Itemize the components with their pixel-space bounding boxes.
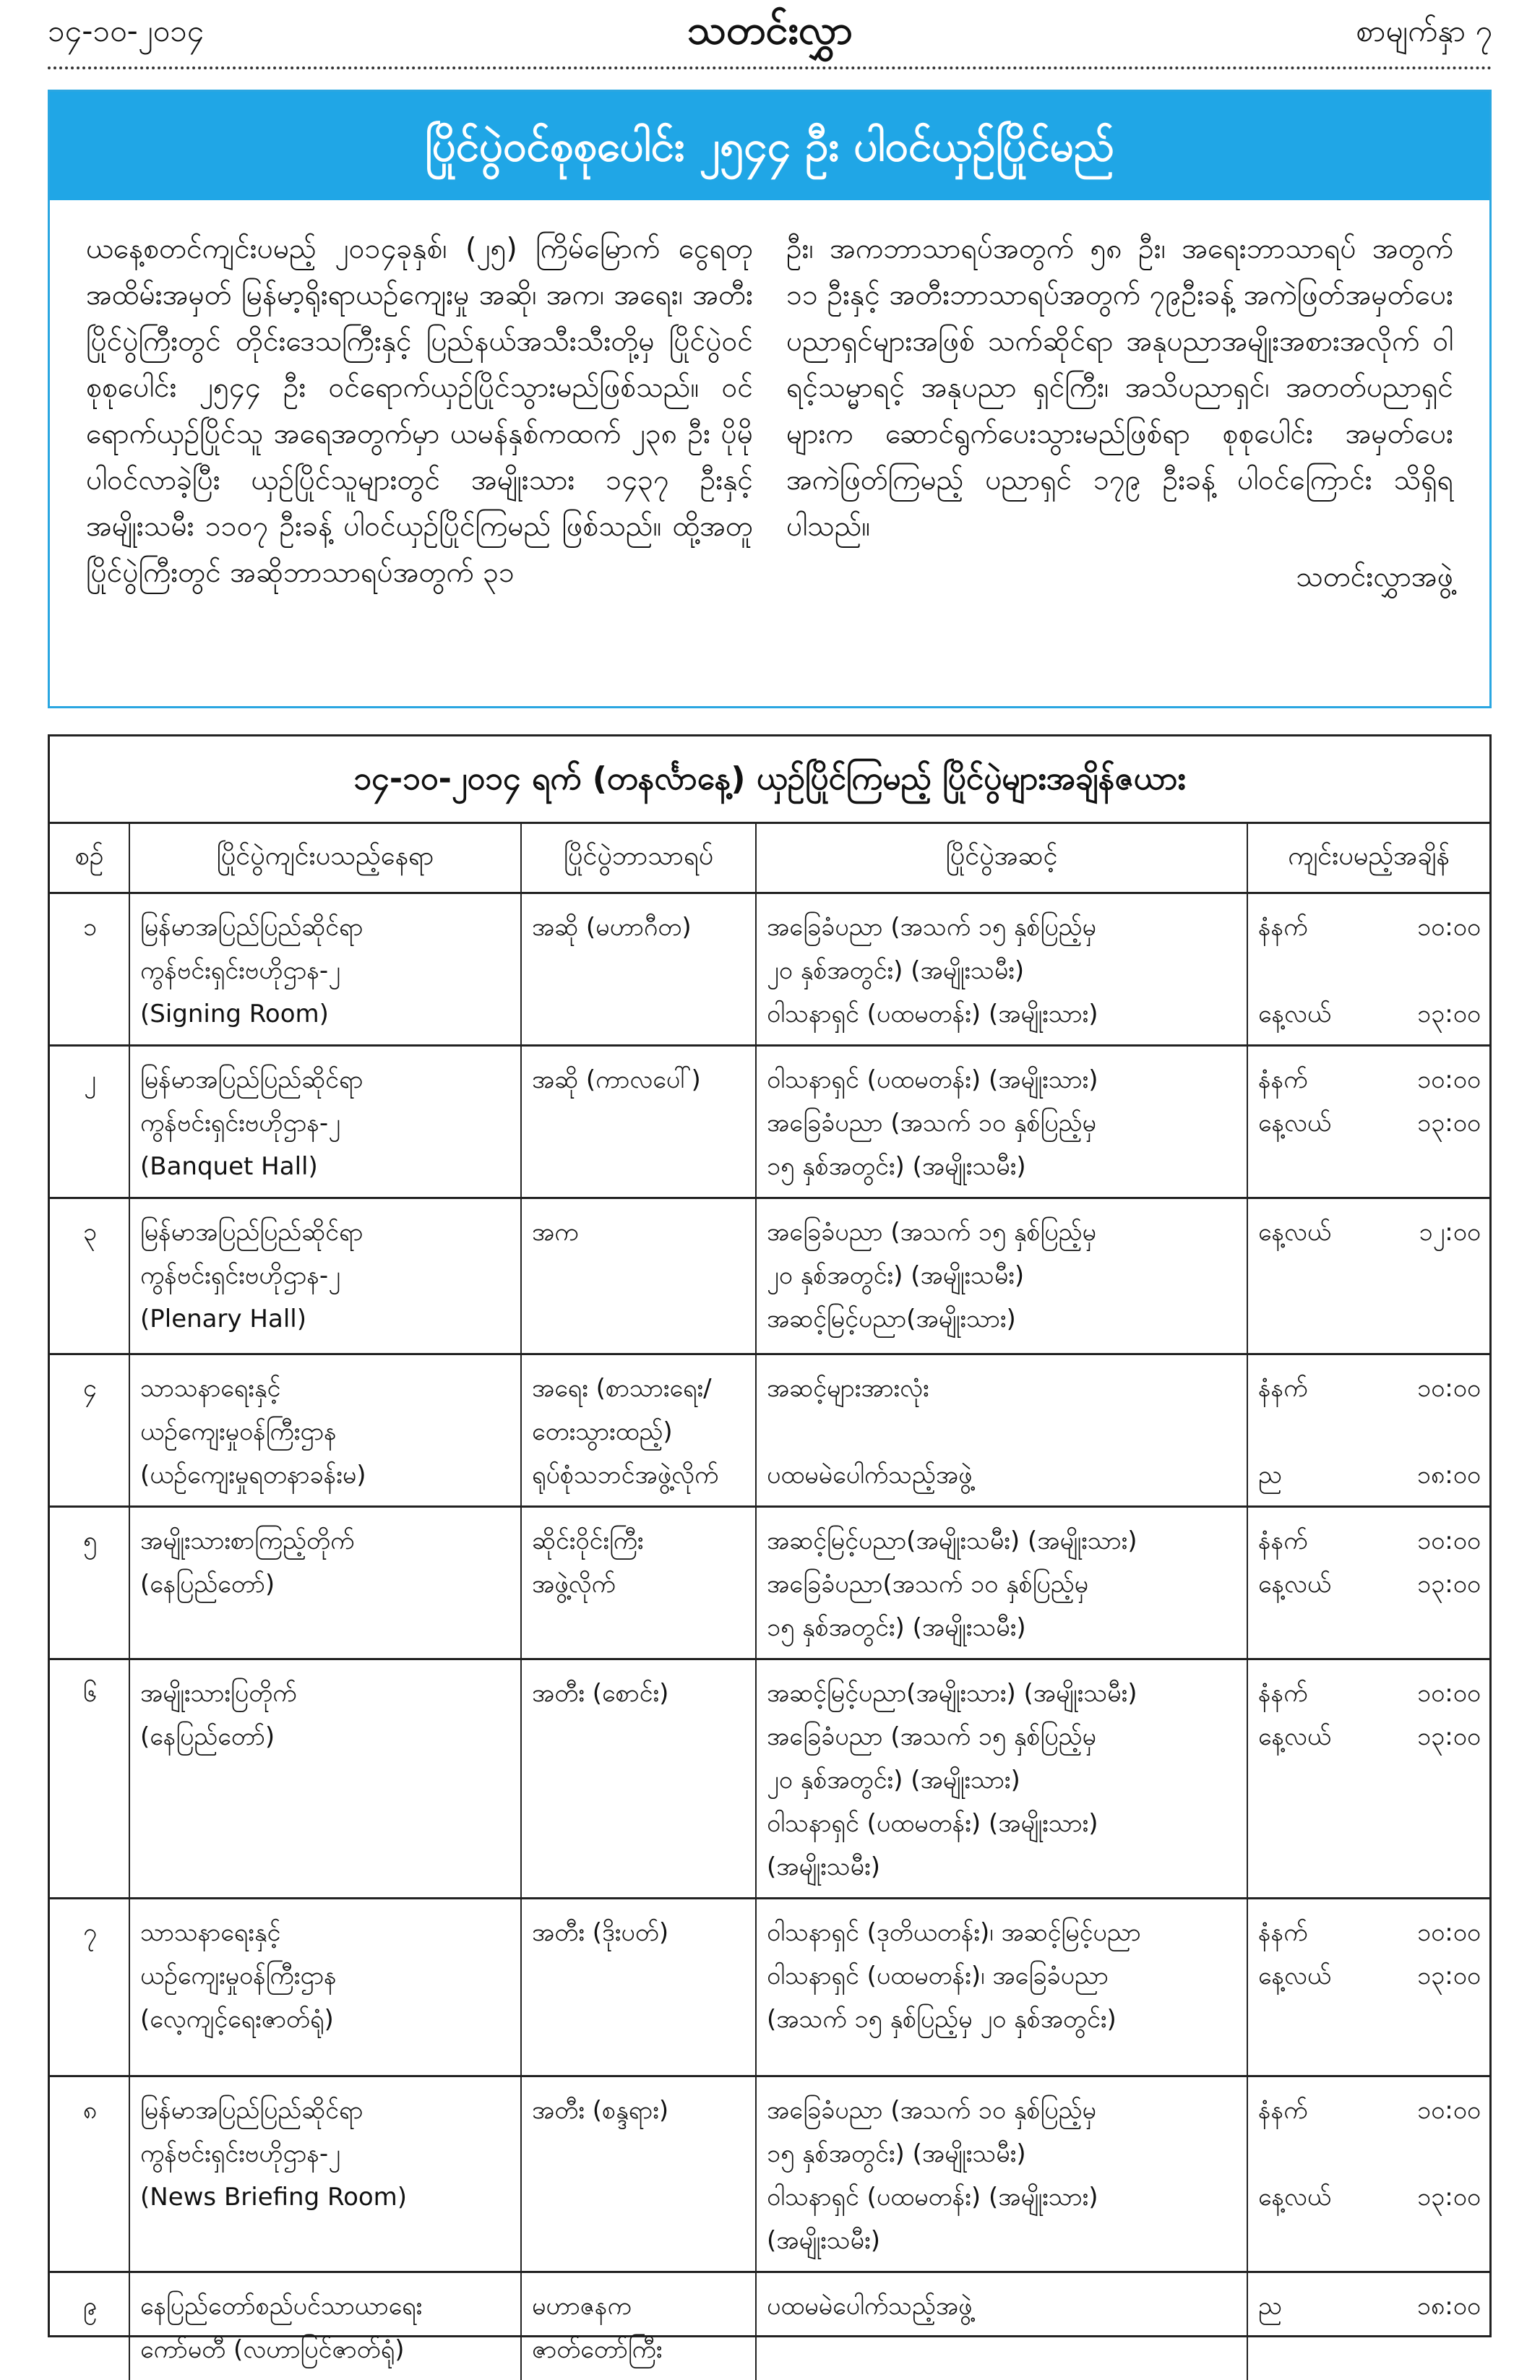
time-of-day: နေ့လယ် xyxy=(1258,1101,1331,1145)
schedule-table xyxy=(50,824,1489,2380)
time-of-day: နံနက် xyxy=(1258,1672,1307,1715)
row-number: ၆ xyxy=(50,1659,129,1899)
time-entry xyxy=(1258,2175,1481,2219)
level-line: ၁၅ နှစ်အတွင်း) (အမျိုးသမီး) xyxy=(767,1145,1238,1188)
table-header-row xyxy=(50,824,1489,893)
level-line: အဆင့်များအားလုံး xyxy=(767,1367,1238,1410)
subject-cell xyxy=(521,1659,756,1899)
col-header-time: ကျင်းပမည့်အချိန် xyxy=(1247,824,1489,893)
table-row xyxy=(50,1046,1489,1198)
venue-cell xyxy=(129,1659,521,1899)
level-line: ဝါသနာရှင် (ပထမတန်း) (အမျိုးသား) xyxy=(767,1802,1238,1845)
time-of-day: နံနက် xyxy=(1258,1367,1307,1410)
subject-line: ဇာတ်တော်ကြီး xyxy=(532,2328,747,2371)
subject-cell xyxy=(521,1899,756,2076)
start-time: ၁၈:၀၀ xyxy=(1417,1453,1481,1497)
row-number: ၂ xyxy=(50,1046,129,1198)
time-cell xyxy=(1247,2272,1489,2380)
venue-line: အမျိုးသားစာကြည့်တိုက် xyxy=(140,1519,512,1563)
row-number: ၈ xyxy=(50,2076,129,2272)
venue-cell xyxy=(129,1046,521,1198)
venue-line: (လေ့ကျင့်ရေးဇာတ်ရုံ) xyxy=(140,1998,512,2041)
level-line: အခြေခံပညာ (အသက် ၁၅ နှစ်ပြည့်မှ xyxy=(767,906,1238,949)
time-of-day: နေ့လယ် xyxy=(1258,2175,1331,2219)
subject-line: ရုပ်စုံသဘင်အဖွဲ့လိုက် xyxy=(532,1453,747,1497)
venue-line: (Banquet Hall) xyxy=(140,1145,512,1188)
level-line: ဝါသနာရှင် (ဒုတိယတန်း)၊ အဆင့်မြင့်ပညာ xyxy=(767,1911,1238,1954)
level-line: (အသက် ၁၅ နှစ်ပြည့်မှ ၂၀ နှစ်အတွင်း) xyxy=(767,1998,1238,2041)
time-of-day: နံနက် xyxy=(1258,1058,1307,1101)
subject-line: အက xyxy=(532,1211,747,1254)
time-of-day: နေ့လယ် xyxy=(1258,992,1331,1036)
level-line: ဝါသနာရှင် (ပထမတန်း)၊ အခြေခံပညာ xyxy=(767,1954,1238,1998)
time-of-day: နံနက် xyxy=(1258,2089,1307,2132)
subject-cell xyxy=(521,893,756,1046)
subject-cell xyxy=(521,1198,756,1354)
start-time: ၁၃:၀၀ xyxy=(1417,1954,1481,1998)
time-entry xyxy=(1258,992,1481,1036)
schedule-title: ၁၄-၁၀-၂၀၁၄ ရက် (တနင်္လာနေ့) ယှဉ်ပြိုင်ကြမည့် ပြိုင်ပွဲများအချိန်ဇယား xyxy=(50,736,1489,824)
level-cell xyxy=(756,1046,1247,1198)
schedule-rows xyxy=(50,893,1489,2380)
time-entry xyxy=(1258,1453,1481,1497)
venue-line: (News Briefing Room) xyxy=(140,2175,512,2219)
schedule-box xyxy=(48,734,1492,2337)
time-cell xyxy=(1247,1198,1489,1354)
article-column-2 xyxy=(786,226,1453,677)
venue-cell xyxy=(129,2076,521,2272)
level-line: အခြေခံပညာ(အသက် ၁၀ နှစ်ပြည့်မှ xyxy=(767,1563,1238,1606)
venue-line: (ယဉ်ကျေးမှုရတနာခန်းမ) xyxy=(140,1453,512,1497)
subject-line: အဖွဲ့လိုက် xyxy=(532,1563,747,1606)
start-time: ၁၀:၀၀ xyxy=(1417,2089,1481,2132)
time-entry xyxy=(1258,1715,1481,1758)
time-entry xyxy=(1258,1058,1481,1101)
venue-line: (နေပြည်တော်) xyxy=(140,1563,512,1606)
venue-cell xyxy=(129,893,521,1046)
time-entry xyxy=(1258,1367,1481,1410)
level-line: ၂၀ နှစ်အတွင်း) (အမျိုးသမီး) xyxy=(767,949,1238,992)
venue-line: ယဉ်ကျေးမှုဝန်ကြီးဌာန xyxy=(140,1410,512,1453)
venue-cell xyxy=(129,1507,521,1659)
subject-line: အရေး (စာသားရေး/ xyxy=(532,1367,747,1410)
time-cell xyxy=(1247,1659,1489,1899)
subject-cell xyxy=(521,2076,756,2272)
level-line: အခြေခံပညာ (အသက် ၁၅ နှစ်ပြည့်မှ xyxy=(767,1211,1238,1254)
article-text: ဦး၊ အကဘာသာရပ်အတွက် ၅၈ ဦး၊ အရေးဘာသာရပ် အတွက် ၁၁ ဦးနှင့် အတီးဘာသာရပ်အတွက် ၇၉ဦးခန့် အကဲဖြတ်အမှတ်ပေး ပညာရှင်များအဖြစ် သက်ဆိုင်ရာ အနုပညာအမျိုးအစားအလိုက် ဝါရင့်သမ္မာရင့် အနုပညာ ရှင်ကြီး၊ အသိပညာရှင်၊ အတတ်ပညာရှင်များက ဆောင်ရွက်ပေးသွားမည်ဖြစ်ရာ စုစုပေါင်း အမှတ်ပေး အကဲဖြတ်ကြမည့် ပညာရှင် ၁၇၉ ဦးခန့် ပါဝင်ကြောင်း သိရှိရပါသည်။ xyxy=(786,226,1453,550)
time-entry xyxy=(1258,2285,1481,2328)
col-header-venue: ပြိုင်ပွဲကျင်းပသည့်နေရာ xyxy=(129,824,521,893)
venue-cell xyxy=(129,1899,521,2076)
venue-cell xyxy=(129,1198,521,1354)
start-time: ၁၂:၀၀ xyxy=(1419,1211,1481,1254)
table-row xyxy=(50,1899,1489,2076)
row-number: ၅ xyxy=(50,1507,129,1659)
time-entry xyxy=(1258,1211,1481,1254)
level-line: ၂၀ နှစ်အတွင်း) (အမျိုးသမီး) xyxy=(767,1254,1238,1297)
article-body xyxy=(86,226,1453,677)
level-cell xyxy=(756,2272,1247,2380)
level-cell xyxy=(756,1899,1247,2076)
start-time: ၁၀:၀၀ xyxy=(1417,1367,1481,1410)
subject-cell xyxy=(521,2272,756,2380)
level-line: အခြေခံပညာ (အသက် ၁၀ နှစ်ပြည့်မှ xyxy=(767,1101,1238,1145)
time-spacer xyxy=(1258,949,1481,992)
time-of-day: နေ့လယ် xyxy=(1258,1954,1331,1998)
time-entry xyxy=(1258,2089,1481,2132)
table-row xyxy=(50,1507,1489,1659)
time-entry xyxy=(1258,1954,1481,1998)
level-line: (အမျိုးသမီး) xyxy=(767,1845,1238,1889)
venue-cell xyxy=(129,2272,521,2380)
start-time: ၁၃:၀၀ xyxy=(1417,992,1481,1036)
level-cell xyxy=(756,1354,1247,1507)
time-spacer xyxy=(1258,2132,1481,2175)
venue-line: သာသနာရေးနှင့် xyxy=(140,1911,512,1954)
start-time: ၁၈:၀၀ xyxy=(1417,2285,1481,2328)
start-time: ၁၃:၀၀ xyxy=(1417,1715,1481,1758)
table-row xyxy=(50,1354,1489,1507)
venue-line: ယဉ်ကျေးမှုဝန်ကြီးဌာန xyxy=(140,1954,512,1998)
start-time: ၁၀:၀၀ xyxy=(1417,1911,1481,1954)
time-of-day: နေ့လယ် xyxy=(1258,1563,1331,1606)
level-line: ဝါသနာရှင် (ပထမတန်း) (အမျိုးသား) xyxy=(767,2175,1238,2219)
time-spacer xyxy=(1258,1410,1481,1453)
time-of-day: နေ့လယ် xyxy=(1258,1715,1331,1758)
start-time: ၁၃:၀၀ xyxy=(1417,1563,1481,1606)
subject-line: ဆိုင်းဝိုင်းကြီး xyxy=(532,1519,747,1563)
row-number: ၄ xyxy=(50,1354,129,1507)
level-line: အခြေခံပညာ (အသက် ၁၀ နှစ်ပြည့်မှ xyxy=(767,2089,1238,2132)
subject-cell xyxy=(521,1507,756,1659)
subject-cell xyxy=(521,1046,756,1198)
venue-line: ကွန်ဗင်းရှင်းဗဟိုဌာန-၂ xyxy=(140,2132,512,2175)
issue-date: ၁၄-၁၀-၂၀၁၄ xyxy=(48,12,204,56)
time-of-day: နေ့လယ် xyxy=(1258,1211,1331,1254)
venue-line: (နေပြည်တော်) xyxy=(140,1715,512,1758)
level-line: ဝါသနာရှင် (ပထမတန်း) (အမျိုးသား) xyxy=(767,1058,1238,1101)
time-of-day: ည xyxy=(1258,1453,1282,1497)
venue-line: မြန်မာအပြည်ပြည်ဆိုင်ရာ xyxy=(140,2089,512,2132)
venue-line: သာသနာရေးနှင့် xyxy=(140,1367,512,1410)
venue-line: ကော်မတီ (လဟာပြင်ဇာတ်ရုံ) xyxy=(140,2328,512,2371)
time-entry xyxy=(1258,1519,1481,1563)
col-header-subject: ပြိုင်ပွဲဘာသာရပ် xyxy=(521,824,756,893)
subject-line: အဆို (မဟာဂီတ) xyxy=(532,906,747,949)
time-of-day: နံနက် xyxy=(1258,1911,1307,1954)
level-line: (အမျိုးသမီး) xyxy=(767,2219,1238,2262)
time-entry xyxy=(1258,1911,1481,1954)
news-article xyxy=(48,90,1492,708)
venue-line: နေပြည်တော်စည်ပင်သာယာရေး xyxy=(140,2285,512,2328)
level-line: ၂၀ နှစ်အတွင်း) (အမျိုးသား) xyxy=(767,1758,1238,1802)
time-entry xyxy=(1258,1563,1481,1606)
level-line: အဆင့်မြင့်ပညာ(အမျိုးသား) (အမျိုးသမီး) xyxy=(767,1672,1238,1715)
header-divider xyxy=(48,66,1492,69)
row-number: ၇ xyxy=(50,1899,129,2076)
time-of-day: နံနက် xyxy=(1258,906,1307,949)
venue-line: (Signing Room) xyxy=(140,992,512,1036)
start-time: ၁၀:၀၀ xyxy=(1417,1672,1481,1715)
venue-line: မြန်မာအပြည်ပြည်ဆိုင်ရာ xyxy=(140,906,512,949)
level-line: အဆင့်မြင့်ပညာ(အမျိုးသမီး) (အမျိုးသား) xyxy=(767,1519,1238,1563)
venue-cell xyxy=(129,1354,521,1507)
row-number: ၁ xyxy=(50,893,129,1046)
table-row xyxy=(50,2272,1489,2380)
time-cell xyxy=(1247,1354,1489,1507)
table-row xyxy=(50,1659,1489,1899)
level-line: အဆင့်မြင့်ပညာ(အမျိုးသား) xyxy=(767,1297,1238,1341)
start-time: ၁၃:၀၀ xyxy=(1417,2175,1481,2219)
start-time: ၁၀:၀၀ xyxy=(1417,1058,1481,1101)
time-cell xyxy=(1247,1046,1489,1198)
row-number: ၉ xyxy=(50,2272,129,2380)
start-time: ၁၀:၀၀ xyxy=(1417,906,1481,949)
table-row xyxy=(50,1198,1489,1354)
subject-line: အဆို (ကာလပေါ်) xyxy=(532,1058,747,1101)
time-cell xyxy=(1247,1507,1489,1659)
masthead: သတင်းလွှာ xyxy=(0,4,1540,64)
start-time: ၁၃:၀၀ xyxy=(1417,1101,1481,1145)
page-number: စာမျက်နှာ ၇ xyxy=(1356,12,1492,56)
subject-line: အတီး (စန္ဒရား) xyxy=(532,2089,747,2132)
venue-line: ကွန်ဗင်းရှင်းဗဟိုဌာန-၂ xyxy=(140,1254,512,1297)
level-cell xyxy=(756,1198,1247,1354)
col-header-level: ပြိုင်ပွဲအဆင့် xyxy=(756,824,1247,893)
time-entry xyxy=(1258,906,1481,949)
level-cell xyxy=(756,1507,1247,1659)
col-header-no: စဉ် xyxy=(50,824,129,893)
row-number: ၃ xyxy=(50,1198,129,1354)
venue-line: (Plenary Hall) xyxy=(140,1297,512,1341)
subject-cell xyxy=(521,1354,756,1507)
level-cell xyxy=(756,1659,1247,1899)
level-line: အခြေခံပညာ (အသက် ၁၅ နှစ်ပြည့်မှ xyxy=(767,1715,1238,1758)
level-line: ၁၅ နှစ်အတွင်း) (အမျိုးသမီး) xyxy=(767,2132,1238,2175)
subject-line: အတီး (ဒိုးပတ်) xyxy=(532,1911,747,1954)
article-byline: သတင်းလွှာအဖွဲ့ xyxy=(786,554,1453,601)
level-cell xyxy=(756,893,1247,1046)
level-cell xyxy=(756,2076,1247,2272)
venue-line: ကွန်ဗင်းရှင်းဗဟိုဌာန-၂ xyxy=(140,949,512,992)
subject-line: အတီး (စောင်း) xyxy=(532,1672,747,1715)
time-entry xyxy=(1258,1101,1481,1145)
time-of-day: နံနက် xyxy=(1258,1519,1307,1563)
level-line xyxy=(767,1410,1238,1453)
time-of-day: ည xyxy=(1258,2285,1282,2328)
level-line: ပထမမဲပေါက်သည့်အဖွဲ့ xyxy=(767,2285,1238,2328)
level-line: ၁၅ နှစ်အတွင်း) (အမျိုးသမီး) xyxy=(767,1606,1238,1649)
start-time: ၁၀:၀၀ xyxy=(1417,1519,1481,1563)
article-headline: ပြိုင်ပွဲဝင်စုစုပေါင်း ၂၅၄၄ ဦး ပါဝင်ယှဉ်ပြိုင်မည် xyxy=(50,92,1489,200)
article-text: ယနေ့စတင်ကျင်းပမည့် ၂၀၁၄ခုနှစ်၊ (၂၅) ကြိမ်မြောက် ငွေရတုအထိမ်းအမှတ် မြန်မာ့ရိုးရာယဉ်ကျေးမှု အဆို၊ အက၊ အရေး၊ အတီးပြိုင်ပွဲကြီးတွင် တိုင်းဒေသကြီးနှင့် ပြည်နယ်အသီးသီးတို့မှ ပြိုင်ပွဲဝင်စုစုပေါင်း ၂၅၄၄ ဦး ဝင်ရောက်ယှဉ်ပြိုင်သွားမည်ဖြစ်သည်။ ဝင်ရောက်ယှဉ်ပြိုင်သူ အရေအတွက်မှာ ယမန်နှစ်ကထက် ၂၃၈ ဦး ပိုမိုပါဝင်လာခဲ့ပြီး ယှဉ်ပြိုင်သူများတွင် အမျိုးသား ၁၄၃၇ ဦးနှင့် အမျိုးသမီး ၁၁၀၇ ဦးခန့် ပါဝင်ယှဉ်ပြိုင်ကြမည် ဖြစ်သည်။ ထို့အတူ ပြိုင်ပွဲကြီးတွင် အဆိုဘာသာရပ်အတွက် ၃၁ xyxy=(86,226,753,596)
time-cell xyxy=(1247,893,1489,1046)
time-cell xyxy=(1247,1899,1489,2076)
table-row xyxy=(50,2076,1489,2272)
venue-line: ကွန်ဗင်းရှင်းဗဟိုဌာန-၂ xyxy=(140,1101,512,1145)
venue-line: မြန်မာအပြည်ပြည်ဆိုင်ရာ xyxy=(140,1058,512,1101)
venue-line: အမျိုးသားပြတိုက် xyxy=(140,1672,512,1715)
time-cell xyxy=(1247,2076,1489,2272)
page-header xyxy=(0,0,1540,66)
subject-line: မဟာဇနက xyxy=(532,2285,747,2328)
article-column-1 xyxy=(86,226,753,677)
level-line: ပထမမဲပေါက်သည့်အဖွဲ့ xyxy=(767,1453,1238,1497)
subject-line: တေးသွားထည့်) xyxy=(532,1410,747,1453)
time-entry xyxy=(1258,1672,1481,1715)
venue-line: မြန်မာအပြည်ပြည်ဆိုင်ရာ xyxy=(140,1211,512,1254)
table-row xyxy=(50,893,1489,1046)
level-line: ဝါသနာရှင် (ပထမတန်း) (အမျိုးသား) xyxy=(767,992,1238,1036)
